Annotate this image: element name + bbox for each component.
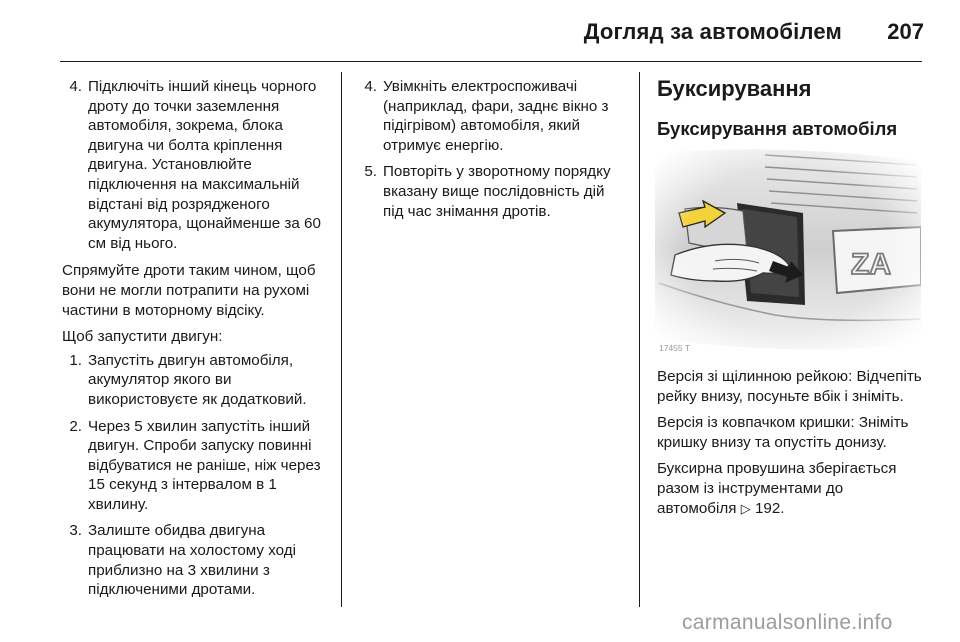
header-divider <box>60 61 922 62</box>
list-number: 1. <box>69 351 82 369</box>
list-text: Підключіть інший кінець чорного дроту до точки заземлення автомобіля, зокрема, блока двигуна чи болта кріплення двигуна. Установлюйте підключення на максимальній відстані від розрядженого акумулятора, щонайменше за 60 см від нього. <box>88 78 321 252</box>
list-text: Повторіть у зворотному порядку вказану вище послідовність дій під час знімання дротів. <box>383 163 611 220</box>
column-divider-right <box>639 72 640 607</box>
list-text: Залиште обидва двигуна працювати на холостому ході приблизно на 3 хвилини з підключеними дротами. <box>88 522 296 599</box>
left-column <box>62 77 330 607</box>
paragraph-slot-rail: Версія зі щілинною рейкою: Відчепіть рейку внизу, посуньте вбік і зніміть. <box>657 368 922 405</box>
towing-eye-text: Буксирна провушина зберігається разом із інструментами до <box>657 460 897 497</box>
paragraph-routing: Спрямуйте дроти таким чином, щоб вони не могли потрапити на рухомі частини в моторному відсіку. <box>62 262 316 319</box>
subsection-title: Буксирування автомобіля <box>657 118 898 139</box>
list-text: Через 5 хвилин запустіть інший двигун. Спроби запуску повинні відбуватися не раніше, ніж через 15 секунд з інтервалом в 1 хвилину. <box>88 417 321 513</box>
towing-illustration <box>655 143 921 355</box>
watermark: carmanualsonline.info <box>682 611 893 634</box>
list-text: Увімкніть електроспоживачі (наприклад, фари, заднє вікно з підігрівом) автомобіля, який отримує енергію. <box>383 78 609 154</box>
section-title: Буксирування <box>657 76 812 101</box>
list-number: 3. <box>69 522 82 540</box>
paragraph-towing-eye <box>657 459 925 519</box>
list-item-step-4b <box>357 77 629 155</box>
list-item-step-3 <box>62 521 330 599</box>
page-title: Догляд за автомобілем <box>583 19 842 44</box>
right-column-body <box>657 367 925 519</box>
list-text: Запустіть двигун автомобіля, акумулятор якого ви використовуєте як додатковий. <box>88 351 307 408</box>
list-item-step-4 <box>62 77 330 253</box>
paragraph-cover-cap: Версія із ковпачком кришки: Зніміть кришку внизу та опустіть донизу. <box>657 414 909 451</box>
figure-id: 17455 T <box>659 343 691 353</box>
list-number: 5. <box>364 163 377 181</box>
towing-eye-text-end: автомобіля <box>657 499 737 517</box>
list-item-step-2 <box>62 417 330 515</box>
paragraph-start-engine: Щоб запустити двигун: <box>62 328 223 346</box>
right-column <box>657 75 925 141</box>
column-divider-left <box>341 72 342 607</box>
list-item-step-1 <box>62 351 330 410</box>
page-reference-link[interactable]: 192. <box>754 499 785 517</box>
list-number: 4. <box>69 78 82 95</box>
list-item-step-5 <box>357 162 629 221</box>
list-number: 4. <box>364 78 377 95</box>
towing-figure <box>655 143 921 355</box>
reference-arrow-icon: ▷ <box>740 501 751 517</box>
list-number: 2. <box>69 417 82 435</box>
middle-column <box>357 77 629 228</box>
page-number: 207 <box>887 19 924 44</box>
